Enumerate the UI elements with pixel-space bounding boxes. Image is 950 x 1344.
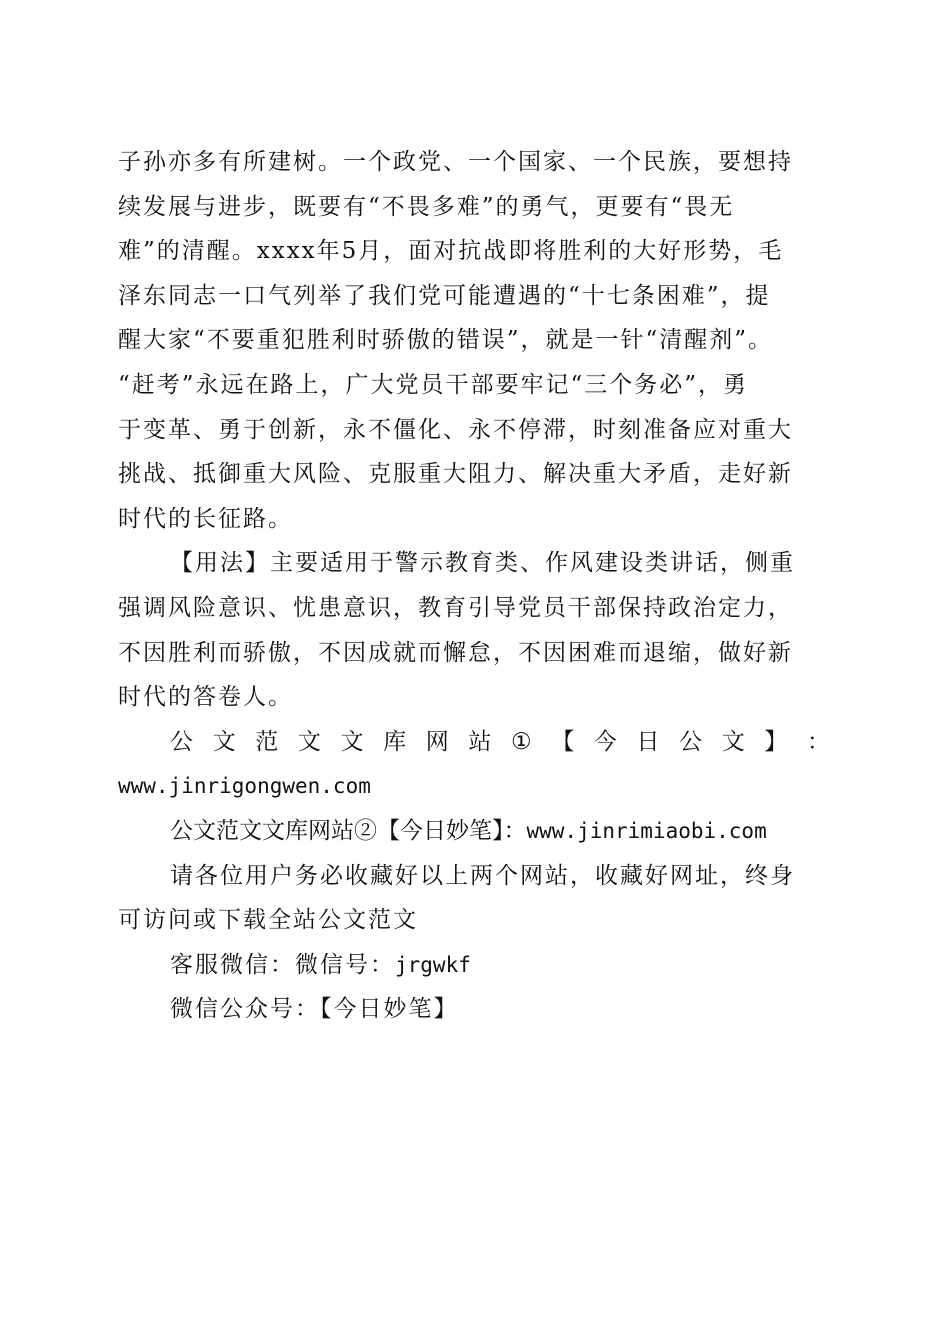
text-line: 续发展与进步，既要有“不畏多难”的勇气，更要有“畏无: [118, 193, 735, 220]
site1-char: 库: [383, 728, 407, 755]
footer-info: [118, 720, 830, 1032]
text-line: 挑战、抵御重大风险、克服重大阻力、解决重大矛盾，走好新: [118, 461, 793, 488]
site1-char: ：: [807, 728, 830, 755]
text-line: 不因胜利而骄傲，不因成就而懈怠，不因困难而退缩，做好新: [118, 639, 793, 666]
paragraph-usage: [118, 541, 830, 719]
site1-char: 文: [212, 728, 236, 755]
site1-char: 文: [297, 728, 321, 755]
text-line: 于变革、勇于创新，永不僵化、永不停滞，时刻准备应对重大: [118, 416, 793, 443]
site1-char: 文: [340, 728, 364, 755]
text-line: 时代的答卷人。: [118, 684, 293, 711]
text-line: 醒大家“不要重犯胜利时骄傲的错误”，就是一针“清醒剂”。: [118, 327, 774, 354]
wechat-id: jrgwkf: [395, 952, 471, 977]
site1-char: 【: [551, 728, 575, 755]
official-account: 微信公众号：【今日妙笔】: [170, 996, 459, 1023]
site1-char: ①: [511, 728, 532, 755]
text-line: “赶考”永远在路上，广大党员干部要牢记“三个务必”，勇: [118, 371, 749, 398]
wechat-label: 客服微信：微信号：: [170, 951, 395, 978]
site1-char: 公: [679, 728, 703, 755]
site1-label: [118, 720, 830, 765]
notice-line: 请各位用户务必收藏好以上两个网站，收藏好网址，终身: [170, 862, 795, 889]
text-line: 时代的长征路。: [118, 505, 293, 532]
text-line: 【用法】主要适用于警示教育类、作风建设类讲话，侧重: [170, 550, 795, 577]
wechat-line: [118, 943, 830, 988]
site2-line: [118, 809, 830, 854]
site1-char: 站: [468, 728, 492, 755]
site1-char: 日: [636, 728, 660, 755]
site1-char: 】: [764, 728, 788, 755]
site1-char: 文: [721, 728, 745, 755]
site1-char: 今: [593, 728, 617, 755]
text-line: 难”的清醒。xxxx年5月，面对抗战即将胜利的大好形势，毛: [118, 238, 784, 265]
text-line: 泽东同志一口气列举了我们党可能遭遇的“十七条困难”，提: [118, 282, 771, 309]
text-line: 强调风险意识、忧患意识，教育引导党员干部保持政治定力，: [118, 594, 793, 621]
document-page: [118, 140, 830, 1032]
text-line: 子孙亦多有所建树。一个政党、一个国家、一个民族，要想持: [118, 149, 793, 175]
site1-char: 网: [425, 728, 449, 755]
paragraph-body: [118, 140, 830, 541]
site1-char: 范: [255, 728, 279, 755]
site2-url[interactable]: www.jinrimiaobi.com: [526, 818, 767, 843]
site1-char: 公: [170, 728, 193, 755]
notice-line: 可访问或下载全站公文范文: [118, 907, 418, 934]
site1-url[interactable]: www.jinrigongwen.com: [118, 774, 371, 799]
site2-label: 公文范文文库网站②【今日妙笔】：: [170, 817, 527, 844]
